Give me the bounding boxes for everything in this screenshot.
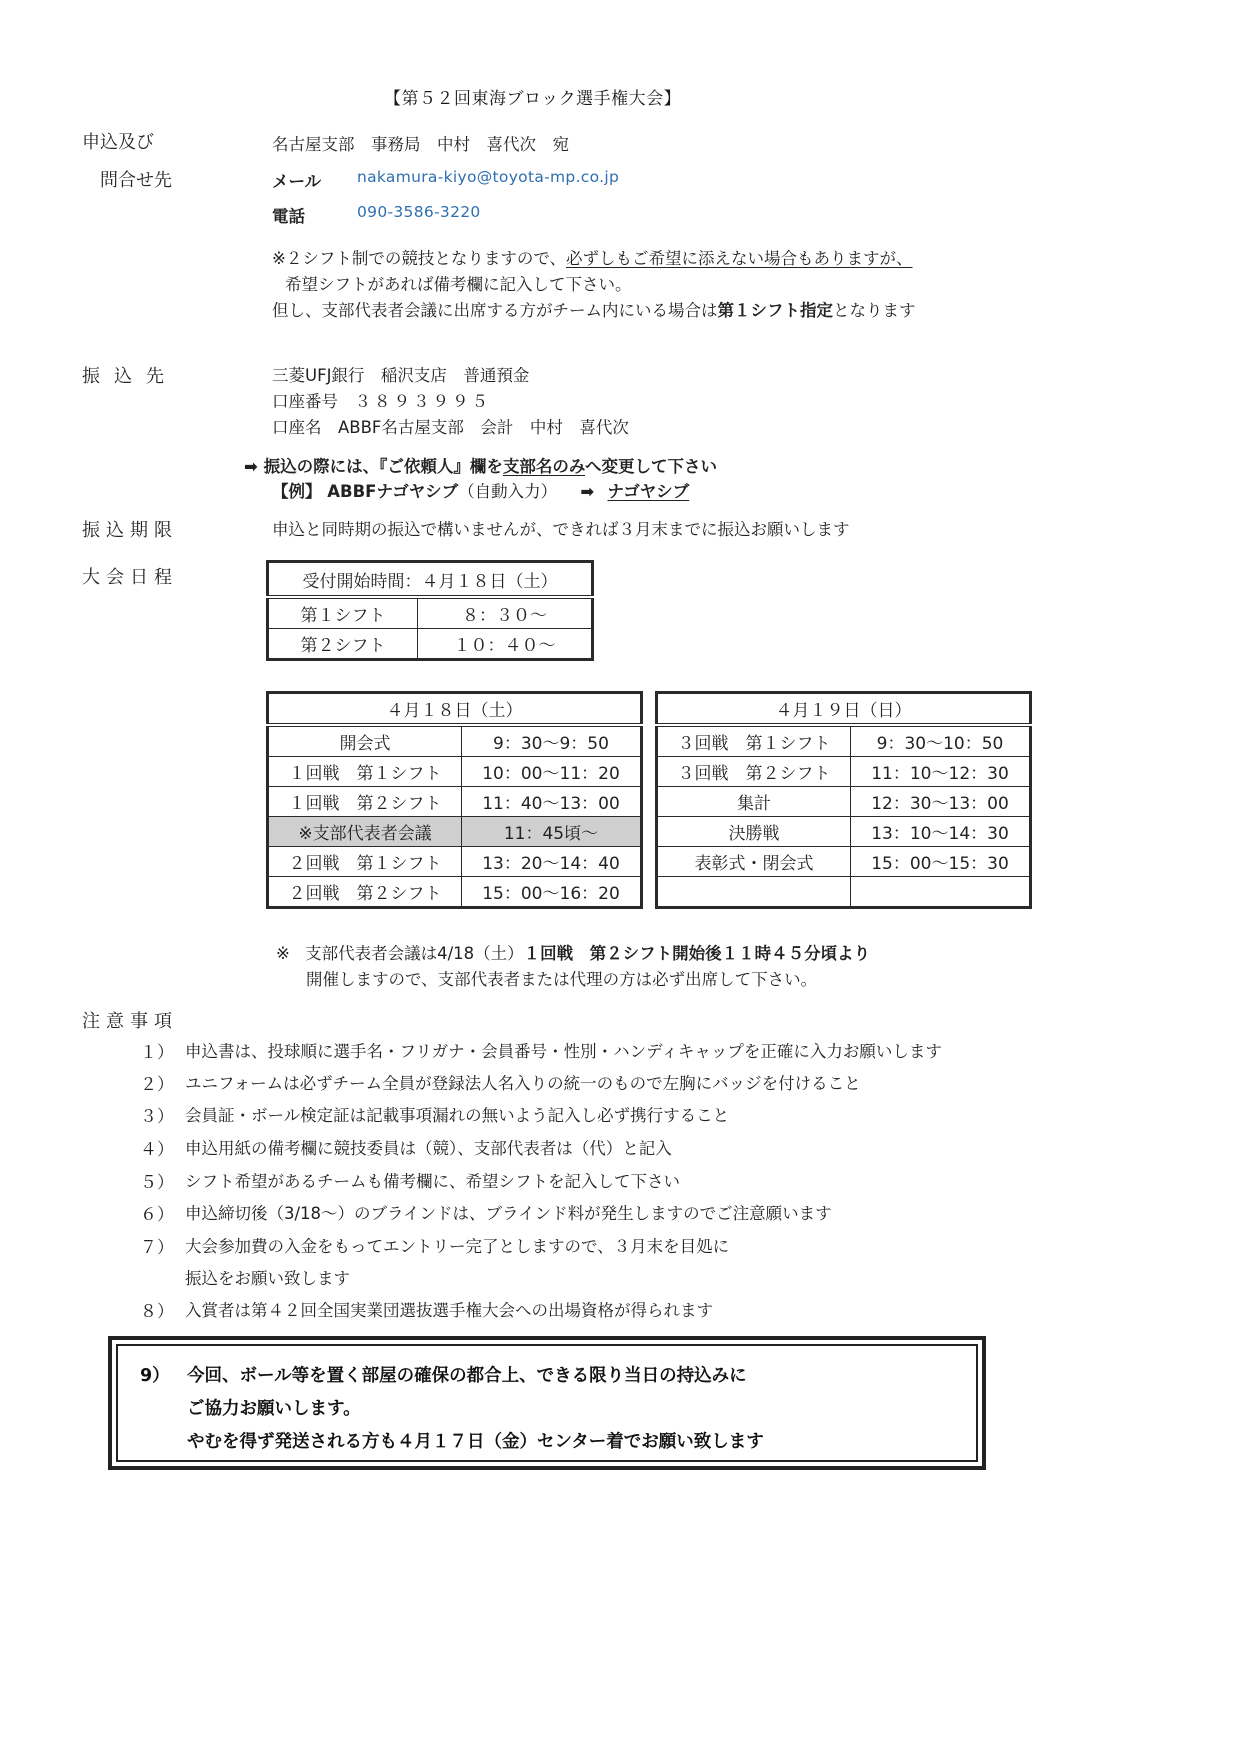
day1-event: ※支部代表者会議 — [268, 817, 462, 847]
day1-row-highlight — [268, 817, 642, 847]
meeting-note-line1 — [276, 940, 870, 964]
day2-time: 9：30～10：50 — [851, 725, 1031, 757]
note-number: ８） — [140, 1302, 174, 1322]
note-number: ５） — [140, 1173, 174, 1193]
day1-time: 15：00～16：20 — [462, 877, 642, 908]
important-notice-box — [108, 1336, 986, 1470]
instruction-prefix: 振込の際には、『ご依頼人』欄を — [263, 457, 503, 476]
example-paren: （自動入力） — [458, 482, 558, 501]
note-item: 申込締切後（3/18～）のブラインドは、ブラインド料が発生しますのでご注意願います — [185, 1204, 832, 1223]
shift-note-line1 — [272, 245, 913, 269]
day1-event: ２回戦 第２シフト — [268, 877, 462, 908]
note-number: １） — [140, 1043, 174, 1063]
day2-time: 12：30～13：00 — [851, 787, 1031, 817]
note-item: ユニフォームは必ずチーム全員が登録法人名入りの統一のもので左胸にバッジを付けること — [185, 1074, 861, 1093]
reception-table — [266, 560, 594, 661]
shift-note-line3-bold: 第１シフト指定 — [717, 301, 833, 320]
reference-mark: ※ — [276, 944, 290, 963]
day2-row — [657, 787, 1031, 817]
day1-time: 11：40～13：00 — [462, 787, 642, 817]
shift-note-line3-suffix: となります — [833, 301, 916, 320]
phone-label: 電話 — [272, 207, 305, 226]
boxed-note-line1: 今回、ボール等を置く部屋の確保の都合上、できる限り当日の持込みに — [187, 1366, 747, 1386]
meeting-note-prefix: 支部代表者会議は4/18（土） — [305, 944, 524, 963]
shift-note-line3 — [272, 297, 916, 321]
day2-time: 15：00～15：30 — [851, 847, 1031, 877]
day1-row — [268, 877, 642, 908]
note-item: 会員証・ボール検定証は記載事項漏れの無いよう記入し必ず携行すること — [185, 1106, 730, 1125]
bank-info: 三菱UFJ銀行 稲沢支店 普通預金 — [272, 366, 530, 385]
account-number: ３８９３９９５ — [354, 392, 491, 411]
email-label: メール — [272, 172, 322, 191]
boxed-note-number: 9） — [140, 1366, 170, 1386]
day1-event: ２回戦 第１シフト — [268, 847, 462, 877]
shift-note-line3-prefix: 但し、支部代表者会議に出席する方がチーム内にいる場合は — [272, 301, 718, 320]
day2-row — [657, 757, 1031, 787]
instruction-suffix: へ変更して下さい — [585, 457, 717, 476]
example-prefix: 【例】 ABBFナゴヤシブ — [272, 482, 459, 501]
day1-time: 9：30～9：50 — [462, 725, 642, 757]
reception-time: ８：３０～ — [418, 597, 593, 629]
reception-shift: 第１シフト — [268, 597, 418, 629]
day2-event: ３回戦 第１シフト — [657, 725, 851, 757]
reception-header-row — [268, 562, 593, 598]
note-number: ３） — [140, 1107, 174, 1127]
note-item: 大会参加費の入金をもってエントリー完了としますので、３月末を目処に — [185, 1237, 730, 1256]
transfer-example — [272, 478, 689, 502]
day2-event — [657, 877, 851, 908]
example-result: ナゴヤシブ — [607, 482, 690, 501]
day2-row — [657, 725, 1031, 757]
day1-row — [268, 847, 642, 877]
note-item: 申込書は、投球順に選手名・フリガナ・会員番号・性別・ハンディキャップを正確に入力お願いします — [185, 1042, 942, 1061]
transfer-label: 振込先 — [82, 366, 178, 387]
meeting-note-line2: 開催しますので、支部代表者または代理の方は必ず出席して下さい。 — [306, 970, 818, 989]
deadline-text: 申込と同時期の振込で構いませんが、できれば３月末までに振込お願いします — [272, 520, 850, 539]
account-number-label: 口座番号 — [272, 392, 338, 411]
meeting-note-bold: １回戦 第２シフト開始後１１時４５分頃より — [523, 944, 871, 963]
reception-row — [268, 597, 593, 629]
day1-header-row — [268, 693, 642, 726]
day1-row — [268, 787, 642, 817]
transfer-instruction — [244, 453, 717, 477]
deadline-label: 振込期限 — [82, 520, 178, 541]
day1-time: 13：20～14：40 — [462, 847, 642, 877]
note-number: ７） — [140, 1238, 174, 1258]
contact-addressee: 名古屋支部 事務局 中村 喜代次 宛 — [272, 135, 569, 154]
note-number: ４） — [140, 1140, 174, 1160]
note-item: シフト希望があるチームも備考欄に、希望シフトを記入して下さい — [185, 1172, 680, 1191]
day1-header: ４月１８日（土） — [268, 693, 642, 726]
contact-label-line1: 申込及び — [82, 132, 154, 153]
note-item-continued: 振込をお願い致します — [185, 1269, 350, 1288]
day2-header-row — [657, 693, 1031, 726]
account-number-line — [272, 388, 491, 412]
shift-note-prefix: ※２シフト制での競技となりますので、 — [272, 249, 566, 268]
instruction-underlined: 支部名のみ — [502, 457, 585, 476]
day2-event: ３回戦 第２シフト — [657, 757, 851, 787]
day2-event: 決勝戦 — [657, 817, 851, 847]
day2-time: 11：10～12：30 — [851, 757, 1031, 787]
arrow-right-icon: ➡ — [244, 457, 258, 476]
day2-header: ４月１９日（日） — [657, 693, 1031, 726]
day1-event: 開会式 — [268, 725, 462, 757]
arrow-right-icon-2: ➡ — [580, 482, 595, 501]
email-link[interactable]: nakamura-kiyo@toyota-mp.co.jp — [357, 168, 620, 186]
reception-header: 受付開始時間：４月１８日（土） — [268, 562, 593, 598]
day1-event: １回戦 第１シフト — [268, 757, 462, 787]
day2-event: 表彰式・閉会式 — [657, 847, 851, 877]
shift-note-underlined: 必ずしもご希望に添えない場合もありますが、 — [566, 249, 913, 268]
account-name: 口座名 ABBF名古屋支部 会計 中村 喜代次 — [272, 418, 629, 437]
day1-time: 10：00～11：20 — [462, 757, 642, 787]
phone-number[interactable]: 090-3586-3220 — [357, 203, 481, 221]
notes-label: 注意事項 — [82, 1011, 178, 1032]
day2-row-empty — [657, 877, 1031, 908]
day2-event: 集計 — [657, 787, 851, 817]
day2-time: 13：10～14：30 — [851, 817, 1031, 847]
schedule-label: 大会日程 — [82, 567, 178, 588]
note-item: 申込用紙の備考欄に競技委員は（競）、支部代表者は（代）と記入 — [185, 1139, 672, 1158]
day2-time — [851, 877, 1031, 908]
day1-event: １回戦 第２シフト — [268, 787, 462, 817]
day2-row — [657, 847, 1031, 877]
reception-shift: 第２シフト — [268, 629, 418, 660]
day1-row — [268, 725, 642, 757]
day2-row — [657, 817, 1031, 847]
shift-note-line2: 希望シフトがあれば備考欄に記入して下さい。 — [285, 275, 632, 294]
note-number: ２） — [140, 1075, 174, 1095]
day1-schedule-table — [266, 691, 643, 909]
day1-row — [268, 757, 642, 787]
boxed-note-line2: ご協力お願いします。 — [187, 1399, 361, 1419]
document-title: 【第５２回東海ブロック選手権大会】 — [384, 89, 682, 109]
day2-schedule-table — [655, 691, 1032, 909]
reception-time: １０：４０～ — [418, 629, 593, 660]
day1-time: 11：45頃～ — [462, 817, 642, 847]
reception-row — [268, 629, 593, 660]
boxed-note-line3: やむを得ず発送される方も４月１７日（金）センター着でお願い致します — [187, 1432, 764, 1452]
note-number: ６） — [140, 1205, 174, 1225]
note-item: 入賞者は第４２回全国実業団選抜選手権大会への出場資格が得られます — [185, 1301, 713, 1320]
contact-label-line2: 問合せ先 — [100, 170, 172, 191]
